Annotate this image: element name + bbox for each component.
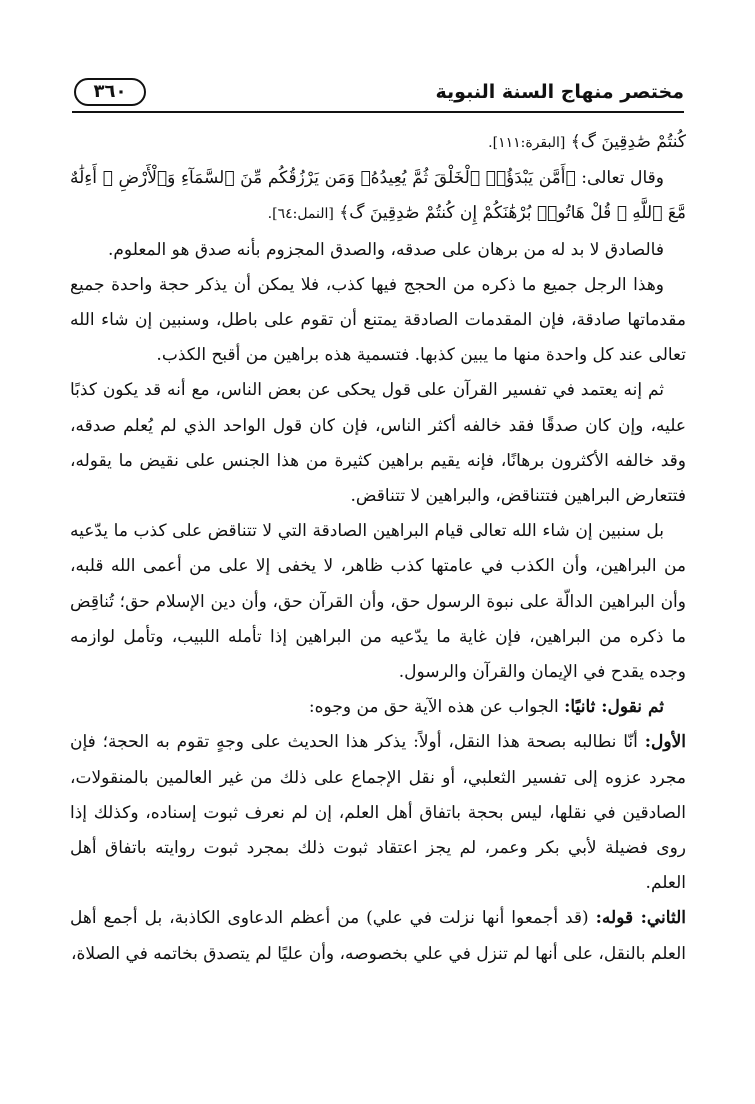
quran-verse-tail: كُنتُمْ صَٰدِقِينَ [601,132,686,152]
paragraph-label: الأول: [644,732,686,753]
verse-reference: [البقرة:١١١]. [488,135,566,151]
paragraph: ثم إنه يعتمد في تفسير القرآن على قول يحكى عن بعض الناس، مع أنه قد يكون كذبًا عليه، وإن كان صدقًا فقد خالفه أكثر الناس، فإن كان قول الواحد الذي لم يُعلم صدقه، وقد خالفه الأكثرون برهانًا، فإنه يقيم براهين كثيرة من هذا الجنس على نقيض ما يقوله، فتتعارض البراهين فتتناقض، والبراهين لا تتناقض. [70,380,686,507]
verse-end-mark: ﮒ [580,132,596,152]
paragraph-text: الجواب عن هذه الآية حق من وجوه: [308,697,565,718]
paragraph-second-point [70,901,686,971]
page-header [72,72,684,114]
paragraph: بل سنبين إن شاء الله تعالى قيام البراهين الصادقة التي لا تتناقض على كذب ما يدّعيه من البراهين، وأن الكذب في عامتها كذب ظاهر، لا يخفى إلا على من أعمى الله قلبه، وأن البراهين الدالّة على نبوة الرسول حق، وأن القرآن حق، وأن دين الإسلام حق؛ تُناقِض ما ذكره من البراهين، فإن غاية ما يدّعيه من البراهين إذا تأمله اللبيب، وتأمل لوازمه وجده يقدح في الإيمان والقرآن والرسول. [70,521,686,683]
header-divider [72,111,684,113]
book-title: مختصر منهاج السنة النبوية [435,81,684,103]
verse-reference: [النمل:٦٤]. [267,206,334,223]
quote-intro: وقال تعالى: [575,168,664,189]
paragraph-label: الثاني: قوله: [595,908,686,929]
paragraph-first-point [70,725,686,901]
paragraph: فالصادق لا بد له من برهان على صدقه، والصدق المجزوم بأنه صدق هو المعلوم. [108,239,664,260]
paragraph-text: أنّا نطالبه بصحة هذا النقل، أولاً: يذكر هذا الحديث على وجهٍ تقوم به الحجة؛ فإن مجرد عزوه إلى تفسير الثعلبي، أو نقل الإجماع على ذلك من غير العالمين بالمنقولات، الصادقين في نقلها، ليس بحجة باتفاق أهل العلم، إن لم نعرف ثبوت إسناده، وكذلك إذا روى فضيلة لأبي بكر وعمر، لم يجز اعتقاد ثبوت ذلك بمجرد ثبوت روايته باتفاق أهل العلم. [70,732,686,894]
page-number: ٣٦٠ [74,78,146,106]
verse-end-mark: ﮒ [349,203,365,224]
paragraph-verse-tail: كُنتُمْ صَٰدِقِينَ ﮒ﴾ [البقرة:١١١]. [488,132,686,152]
main-text [70,125,686,972]
paragraph-label: ثم نقول: ثانيًا: [564,697,664,718]
quran-verse: ﴿أَمَّن يَبْدَؤُا۟ ٱلْخَلْقَ ثُمَّ يُعِيدُهُۥ وَمَن يَرْزُقُكُم مِّنَ ٱلسَّمَآءِ وَٱلْأَرْضِ ۗ أَءِلَٰهٌ مَّعَ ٱللَّهِ ۚ قُلْ هَاتُوا۟ بُرْهَٰنَكُمْ إِن كُنتُمْ صَٰدِقِينَ [70,168,686,224]
paragraph-text: (قد أجمعوا أنها نزلت في علي) من أعظم الدعاوى الكاذبة، بل أجمع أهل العلم بالنقل، على أنها لم تنزل في علي بخصوصه، وأن عليًا لم يتصدق بخاتمه في الصلاة، [70,908,686,964]
paragraph: وهذا الرجل جميع ما ذكره من الحجج فيها كذب، فلا يمكن أن يذكر حجة واحدة جميع مقدماتها صادقة، فإن المقدمات الصادقة يمتنع أن تقوم على باطل، وسنبين إن شاء الله تعالى عند كل واحدة منها ما يبين كذبها. فتسمية هذه براهين من أقبح الكذب. [70,274,686,366]
paragraph-quran-quote: وقال تعالى: ﴿أَمَّن يَبْدَؤُا۟ ٱلْخَلْقَ ثُمَّ يُعِيدُهُۥ وَمَن يَرْزُقُكُم مِّنَ ٱلسَّمَآءِ وَٱلْأَرْضِ ۗ أَءِلَٰهٌ مَّعَ ٱللَّهِ ۚ قُلْ هَاتُوا۟ بُرْهَٰنَكُمْ إِن كُنتُمْ صَٰدِقِينَ ﮒ﴾ [النمل:٦٤]. [70,168,686,224]
paragraph-second-answer [70,690,686,725]
